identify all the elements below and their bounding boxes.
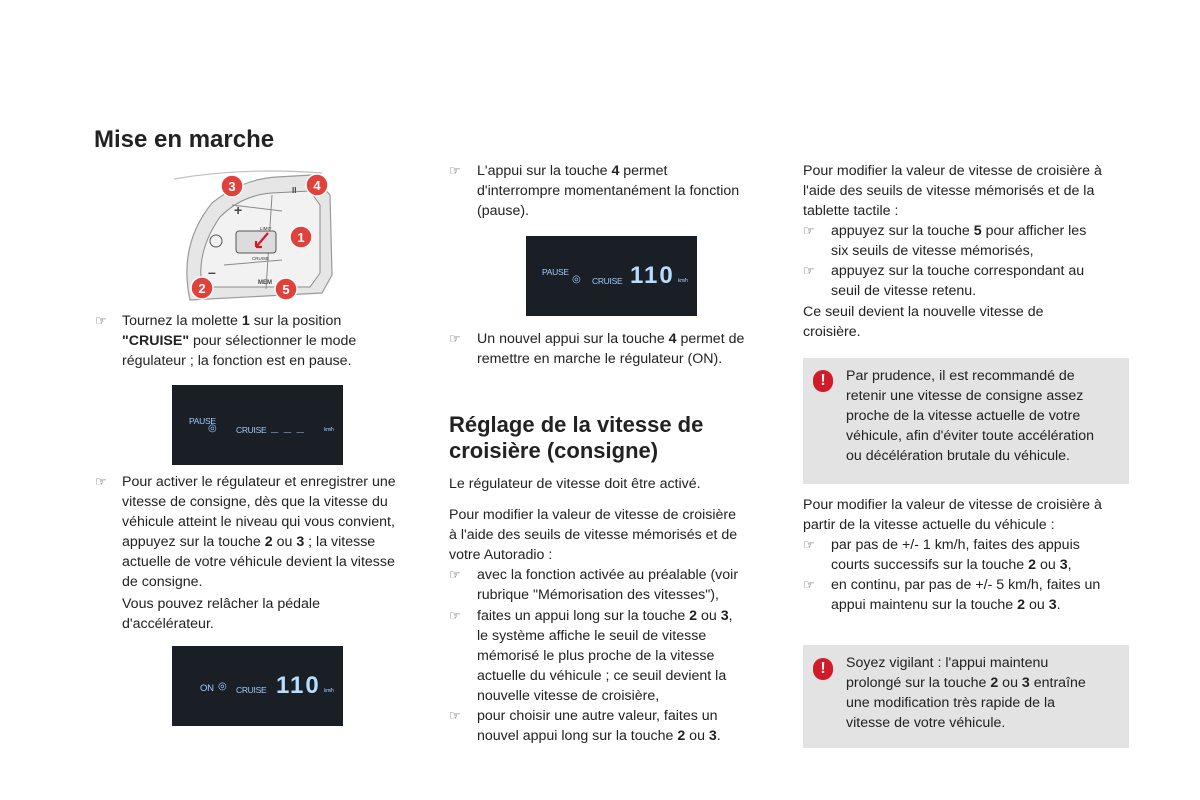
pointing-hand-icon: ☞ [449, 331, 461, 346]
exclamation-icon: ! [813, 370, 833, 392]
svg-text:4: 4 [313, 178, 321, 193]
pointing-hand-icon: ☞ [449, 608, 461, 623]
left-bullet-2-line-4: appuyez sur la touche 2 ou 3 ; la vitesse [122, 534, 376, 550]
pointing-hand-icon: ☞ [803, 263, 815, 278]
left-bullet-2-line-5: actuelle de votre véhicule devient la vitesse [122, 554, 395, 570]
warning-2-line-1: Soyez vigilant : l'appui maintenu [846, 655, 1049, 671]
display-pause: PAUSE ◎ CRUISE _ _ _ km/h [172, 385, 343, 465]
page-title: Mise en marche [94, 126, 275, 153]
warning-1-line-4: véhicule, afin d'éviter toute accélération [846, 428, 1094, 444]
svg-text:MEM: MEM [258, 280, 272, 286]
cruise-dial-icon: ◎ [572, 274, 581, 285]
pointing-hand-icon: ☞ [803, 223, 815, 238]
warning-2-line-2: prolongé sur la touche 2 ou 3 entraîne [846, 675, 1086, 691]
mid-sub-2-line-5: nouvelle vitesse de croisière, [477, 688, 660, 704]
right-paragraph-2-line-2: croisière. [803, 324, 861, 340]
right-sub-4-line-1: en continu, par pas de +/- 5 km/h, faites un [831, 577, 1101, 593]
right-paragraph-1-line-2: l'aide des seuils de vitesse mémorisés et de la [803, 183, 1095, 199]
cruise-control-diagram [172, 165, 344, 305]
warning-2-line-3: une modification très rapide de la [846, 695, 1055, 711]
right-paragraph-3-line-2: partir de la vitesse actuelle du véhicule : [803, 517, 1055, 533]
mid-bullet-1-line-1: L'appui sur la touche 4 permet [477, 163, 668, 179]
right-paragraph-2-line-1: Ce seuil devient la nouvelle vitesse de [803, 304, 1044, 320]
mid-bullet-1-line-2: d'interrompre momentanément la fonction [477, 183, 740, 199]
svg-text:3: 3 [228, 179, 236, 194]
svg-text:CRUISE: CRUISE [252, 256, 270, 261]
svg-text:2: 2 [198, 281, 206, 296]
marker-5 [275, 278, 297, 300]
mid-paragraph-2-line-3: votre Autoradio : [449, 547, 553, 563]
mid-bullet-2-line-1: Un nouvel appui sur la touche 4 permet de [477, 331, 745, 347]
right-sub-3-line-1: par pas de +/- 1 km/h, faites des appuis [831, 537, 1080, 553]
mid-sub-3-line-2: nouvel appui long sur la touche 2 ou 3. [477, 728, 721, 744]
mid-paragraph-2-line-1: Pour modifier la valeur de vitesse de croisière [449, 507, 737, 523]
section-title: Réglage de la vitesse de croisière (consigne) [449, 412, 704, 463]
right-sub-4-line-2: appui maintenu sur la touche 2 ou 3. [831, 597, 1061, 613]
svg-text:–: – [208, 264, 216, 280]
mid-paragraph-1: Le régulateur de vitesse doit être activé. [449, 476, 701, 492]
display-pause-110: PAUSE ◎ CRUISE 110 km/h [526, 236, 697, 316]
mid-sub-2-line-3: mémorisé le plus proche de la vitesse [477, 648, 715, 664]
warning-1-line-2: retenir une vitesse de consigne assez [846, 388, 1084, 404]
mid-sub-2-line-1: faites un appui long sur la touche 2 ou 3, [477, 608, 733, 624]
pointing-hand-icon: ☞ [803, 537, 815, 552]
pointing-hand-icon: ☞ [449, 708, 461, 723]
right-paragraph-1-line-3: tablette tactile : [803, 203, 899, 219]
pointing-hand-icon: ☞ [803, 577, 815, 592]
warning-2-line-4: vitesse de votre véhicule. [846, 715, 1006, 731]
marker-1 [290, 226, 312, 248]
pointing-hand-icon: ☞ [95, 313, 107, 328]
pointing-hand-icon: ☞ [449, 567, 461, 582]
exclamation-icon: ! [813, 658, 833, 680]
mid-sub-1-line-2: rubrique "Mémorisation des vitesses"), [477, 587, 719, 603]
mid-bullet-1-line-3: (pause). [477, 203, 530, 219]
mid-sub-2-line-4: actuelle du véhicule ; ce seuil devient la [477, 668, 727, 684]
right-sub-1-line-1: appuyez sur la touche 5 pour afficher les [831, 223, 1087, 239]
display-on: ON ◎ CRUISE 110 km/h [172, 646, 343, 726]
marker-4 [306, 174, 328, 196]
left-bullet-2-line-3: véhicule atteint le niveau qui vous convient, [122, 514, 395, 530]
cruise-dial-icon: ◎ [218, 681, 227, 692]
mid-paragraph-2-line-2: à l'aide des seuils de vitesse mémorisés et de [449, 527, 738, 543]
svg-text:+: + [234, 202, 243, 218]
warning-box [803, 645, 1129, 748]
right-sub-3-line-2: courts successifs sur la touche 2 ou 3, [831, 557, 1072, 573]
cruise-dial-icon: ◎ [208, 423, 217, 434]
left-bullet-1-line-3: régulateur ; la fonction est en pause. [122, 353, 352, 369]
warning-1-line-5: ou décélération brutale du véhicule. [846, 448, 1071, 464]
left-bullet-2-line-1: Pour activer le régulateur et enregistrer une [122, 474, 396, 490]
mid-sub-3-line-1: pour choisir une autre valeur, faites un [477, 708, 718, 724]
pointing-hand-icon: ☞ [95, 474, 107, 489]
warning-box [803, 358, 1129, 484]
left-bullet-1-line-1: Tournez la molette 1 sur la position [122, 313, 342, 329]
left-bullet-2-line-6: de consigne. [122, 574, 203, 590]
mid-sub-1-line-1: avec la fonction activée au préalable (voir [477, 567, 739, 583]
mid-bullet-2-line-2: remettre en marche le régulateur (ON). [477, 351, 723, 367]
right-paragraph-1-line-1: Pour modifier la valeur de vitesse de croisière à [803, 163, 1102, 179]
svg-text:LIMIT: LIMIT [260, 226, 272, 231]
left-bullet-2-line-2: vitesse de consigne, dès que la vitesse du [122, 494, 388, 510]
pointing-hand-icon: ☞ [449, 163, 461, 178]
warning-1-line-1: Par prudence, il est recommandé de [846, 368, 1075, 384]
right-sub-1-line-2: six seuils de vitesse mémorisés, [831, 243, 1034, 259]
left-bullet-1-line-2: "CRUISE" pour sélectionner le mode [122, 333, 357, 349]
left-bullet-2-line-7: Vous pouvez relâcher la pédale [122, 596, 320, 612]
svg-text:1: 1 [297, 230, 305, 245]
svg-text:5: 5 [282, 282, 290, 297]
mid-sub-2-line-2: le système affiche le seuil de vitesse [477, 628, 707, 644]
svg-text:II: II [292, 186, 297, 195]
marker-3 [221, 175, 243, 197]
marker-2 [191, 277, 213, 299]
left-bullet-2-line-8: d'accélérateur. [122, 616, 214, 632]
right-sub-2-line-1: appuyez sur la touche correspondant au [831, 263, 1085, 279]
right-sub-2-line-2: seuil de vitesse retenu. [831, 283, 977, 299]
warning-1-line-3: proche de la vitesse actuelle de votre [846, 408, 1081, 424]
right-paragraph-3-line-1: Pour modifier la valeur de vitesse de croisière à [803, 497, 1102, 513]
